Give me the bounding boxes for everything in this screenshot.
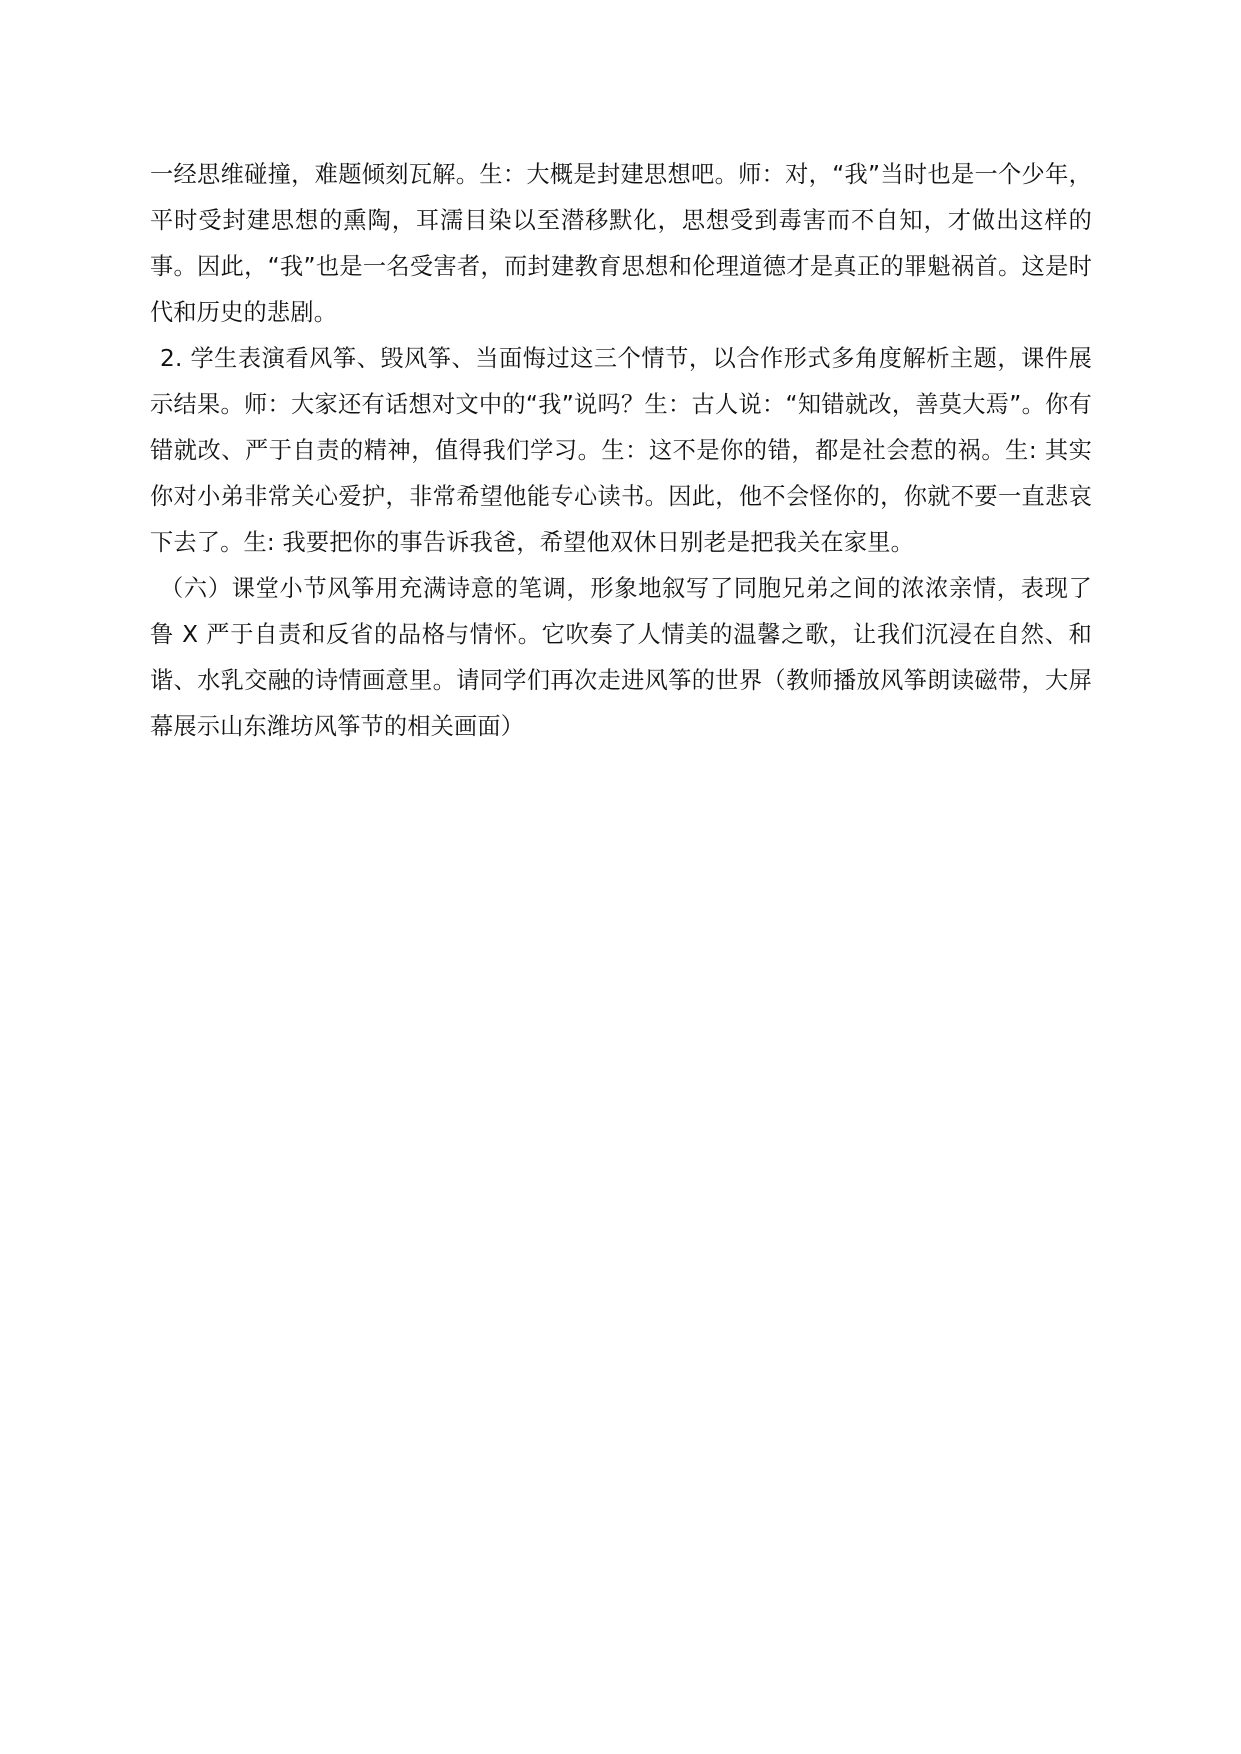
paragraph-class-summary: （六）课堂小节风筝用充满诗意的笔调，形象地叙写了同胞兄弟之间的浓浓亲情，表现了鲁 X 严于自责和反省的品格与情怀。它吹奏了人情美的温馨之歌，让我们沉浸在自然、和谐、水乳交融的诗情画意里。请同学们再次走进风筝的世界（教师播放风筝朗读磁带，大屏幕展示山东潍坊风筝节的相关画面） [150,575,1092,740]
document-body [150,152,1092,750]
paragraph-student-performance: 2. 学生表演看风筝、毁风筝、当面悔过这三个情节，以合作形式多角度解析主题，课件展示结果。师：大家还有话想对文中的“我”说吗？生：古人说：“知错就改，善莫大焉”。你有错就改、严于自责的精神，值得我们学习。生：这不是你的错，都是社会惹的祸。生: 其实你对小弟非常关心爱护，非常希望他能专心读书。因此，他不会怪你的，你就不要一直悲哀下去了。生: 我要把你的事告诉我爸，希望他双休日别老是把我关在家里。 [150,345,1092,556]
paragraph-discussion-conclusion: 一经思维碰撞，难题倾刻瓦解。生：大概是封建思想吧。师：对，“我”当时也是一个少年，平时受封建思想的熏陶，耳濡目染以至潜移默化，思想受到毒害而不自知，才做出这样的事。因此，“我”也是一名受害者，而封建教育思想和伦理道德才是真正的罪魁祸首。这是时代和历史的悲剧。 [150,161,1092,326]
